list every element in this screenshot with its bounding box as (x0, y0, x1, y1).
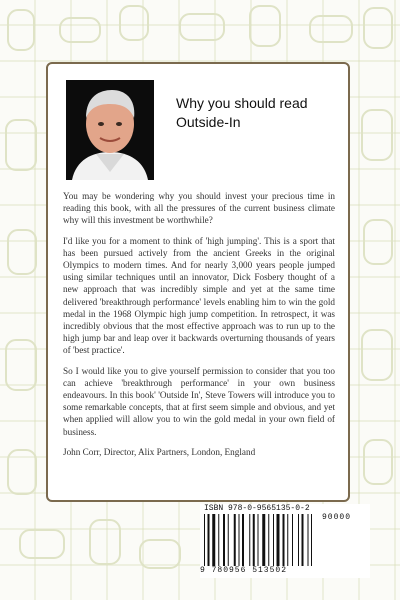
paragraph-2: I'd like you for a moment to think of 'high jumping'. This is a sport that has been pursued actively from the ancient Greeks in the original Olympics to modern times. And for nearly 3,000 years people jumped using similar techniques until an innovator, Dick Fosbery thought of a new approach that was incredibly simple and yet at the same time delivered 'breakthrough performance' levels enabling him to win the gold medal in the 1968 Olympic high jump competition. In retrospect, it was incredibly obvious that the most effective approach was to run up to the high jump bar and leap over it backwards overturning thousands of years of 'best practice'. (63, 235, 335, 356)
heading-line-1: Why you should read (176, 95, 308, 111)
heading-line-2: Outside-In (176, 114, 241, 130)
isbn-barcode (200, 504, 370, 578)
blurb (63, 190, 335, 466)
barcode-digits: 9 780956 513502 (200, 566, 288, 575)
paragraph-1: You may be wondering why you should invest your precious time in reading this book, with all the pressures of the current business climate why will this investment be worthwhile? (63, 191, 335, 226)
isbn-addon: 90000 (322, 513, 352, 522)
isbn-label: ISBN 978-0-9565135-0-2 (204, 504, 310, 513)
back-cover-panel (46, 62, 350, 502)
signature: John Corr, Director, Alix Partners, London, England (63, 446, 256, 457)
barcode-bars (204, 514, 364, 566)
heading (176, 94, 336, 132)
paragraph-3: So I would like you to give yourself permission to consider that you too can achieve 'breakthrough performance' in your own business endeavours. In this book' 'Outside In', Steve Towers will introduce you to some remarkable concepts, that at first seem simple and obvious, and yet when applied will allow you to win the gold medal in your own field of business. (63, 365, 335, 437)
author-portrait (66, 80, 154, 180)
